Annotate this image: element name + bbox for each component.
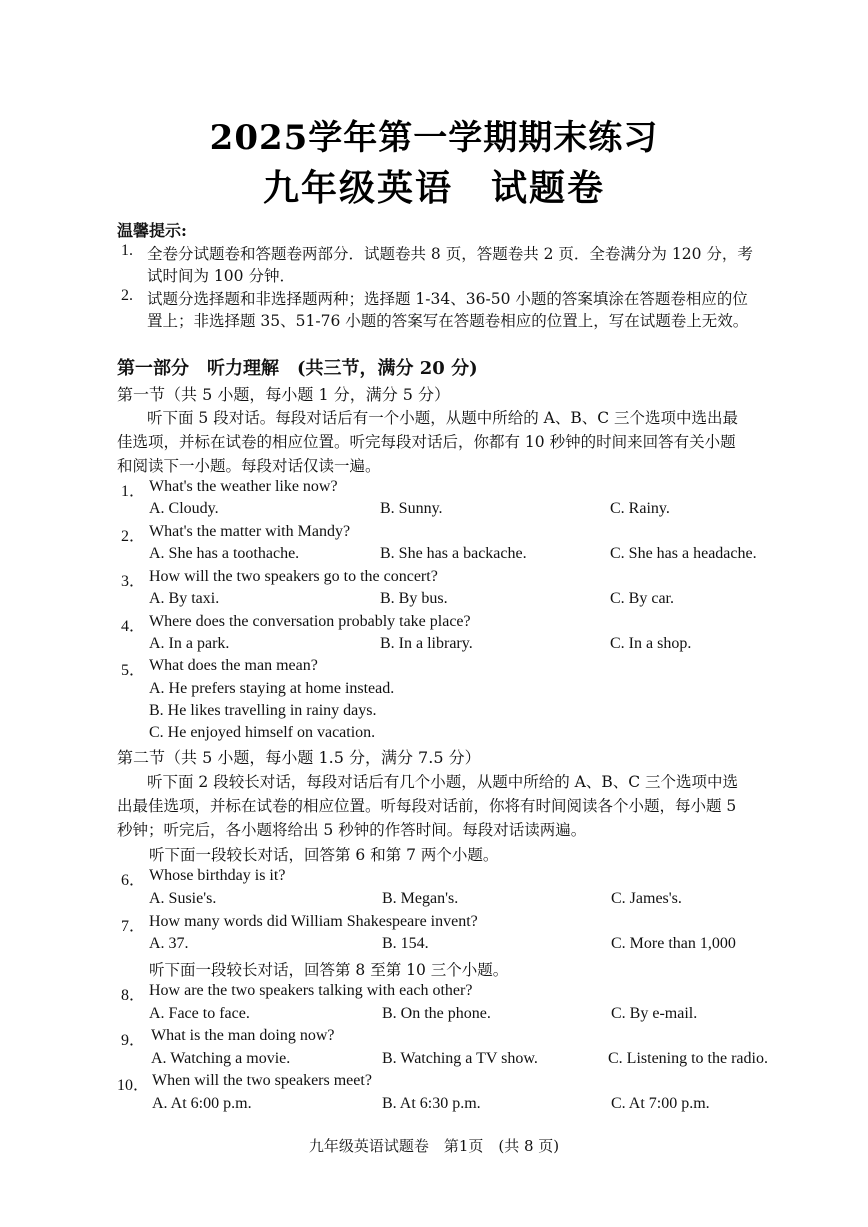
option-b: B. He likes travelling in rainy days. <box>149 702 377 719</box>
question-text: How will the two speakers go to the concert? <box>149 568 438 585</box>
option-a: A. By taxi. <box>149 590 220 607</box>
option-c: C. Listening to the radio. <box>608 1050 768 1067</box>
question-number: 7． <box>121 918 146 935</box>
question-text: Where does the conversation probably take place? <box>149 613 471 630</box>
option-a: A. She has a toothache. <box>149 545 300 562</box>
question-text: Whose birthday is it? <box>149 867 286 884</box>
option-b: B. On the phone. <box>382 1005 491 1022</box>
option-c: C. By car. <box>610 590 674 607</box>
part1-heading: 第一部分 听力理解 (共三节，满分 20 分) <box>117 358 478 379</box>
option-c: C. James's. <box>611 890 682 907</box>
option-b: B. Watching a TV show. <box>382 1050 538 1067</box>
section2-instruction-line-3: 秒钟；听完后，各小题将给出 5 秒钟的作答时间。每段对话读两遍。 <box>117 821 587 839</box>
tip-2-line-2: 置上；非选择题 35、51-76 小题的答案写在答题卷相应的位置上，写在试题卷上无效。 <box>147 312 749 330</box>
exam-subtitle: 九年级英语 试题卷 <box>262 167 605 209</box>
option-b: B. Megan's. <box>382 890 459 907</box>
option-a: A. Susie's. <box>149 890 217 907</box>
dialog-1-note: 听下面一段较长对话，回答第 6 和第 7 两个小题。 <box>149 846 499 864</box>
tip-1-line-2: 试时间为 100 分钟． <box>147 267 295 285</box>
question-number: 1． <box>121 483 146 500</box>
option-a: A. He prefers staying at home instead. <box>149 680 395 697</box>
section1-heading: 第一节（共 5 小题，每小题 1 分，满分 5 分） <box>117 385 451 404</box>
section2-heading: 第二节（共 5 小题，每小题 1.5 分，满分 7.5 分） <box>117 748 481 767</box>
question-number: 6． <box>121 872 146 889</box>
option-a: A. At 6:00 p.m. <box>152 1095 252 1112</box>
option-a: A. Face to face. <box>149 1005 250 1022</box>
question-text: What is the man doing now? <box>151 1027 335 1044</box>
section1-instruction-line-3: 和阅读下一小题。每段对话仅读一遍。 <box>117 457 381 475</box>
section1-instruction-line-2: 佳选项，并标在试卷的相应位置。听完每段对话后，你都有 10 秒钟的时间来回答有关小题 <box>117 433 736 451</box>
tip-1-number: 1. <box>121 242 133 259</box>
option-b: B. In a library. <box>380 635 473 652</box>
section2-instruction-line-2: 出最佳选项，并标在试卷的相应位置。听每段对话前，你将有时间阅读各个小题，每小题 5 <box>117 797 737 815</box>
dialog-2-note: 听下面一段较长对话，回答第 8 至第 10 三个小题。 <box>149 961 509 979</box>
option-b: B. At 6:30 p.m. <box>382 1095 481 1112</box>
option-b: B. She has a backache. <box>380 545 527 562</box>
option-a: A. 37. <box>149 935 189 952</box>
option-b: B. By bus. <box>380 590 448 607</box>
question-number: 4． <box>121 618 146 635</box>
tip-1-line-1: 全卷分试题卷和答题卷两部分．试题卷共 8 页，答题卷共 2 页．全卷满分为 120 分，考 <box>147 245 753 263</box>
question-number: 10． <box>117 1077 150 1094</box>
page-footer: 九年级英语试题卷 第1页 (共 8 页) <box>308 1137 560 1155</box>
option-b: B. Sunny. <box>380 500 443 517</box>
option-c: C. He enjoyed himself on vacation. <box>149 724 376 741</box>
option-a: A. Cloudy. <box>149 500 219 517</box>
option-c: C. She has a headache. <box>610 545 757 562</box>
question-number: 8． <box>121 987 146 1004</box>
question-text: What does the man mean? <box>149 657 318 674</box>
question-text: What's the matter with Mandy? <box>149 523 351 540</box>
question-number: 2． <box>121 528 146 545</box>
option-a: A. In a park. <box>149 635 230 652</box>
option-c: C. By e-mail. <box>611 1005 698 1022</box>
option-c: C. In a shop. <box>610 635 692 652</box>
option-a: A. Watching a movie. <box>151 1050 291 1067</box>
question-text: When will the two speakers meet? <box>152 1072 372 1089</box>
tip-2-line-1: 试题分选择题和非选择题两种；选择题 1-34、36-50 小题的答案填涂在答题卷相应的位 <box>147 290 748 308</box>
question-text: How are the two speakers talking with each other? <box>149 982 473 999</box>
tip-2-number: 2. <box>121 287 133 304</box>
question-number: 5． <box>121 662 146 679</box>
option-c: C. At 7:00 p.m. <box>611 1095 710 1112</box>
option-c: C. Rainy. <box>610 500 670 517</box>
tips-heading: 温馨提示: <box>117 221 187 240</box>
question-text: How many words did William Shakespeare invent? <box>149 913 478 930</box>
question-number: 3． <box>121 573 146 590</box>
exam-title: 2025学年第一学期期末练习 <box>209 118 659 158</box>
option-b: B. 154. <box>382 935 429 952</box>
option-c: C. More than 1,000 <box>611 935 736 952</box>
question-number: 9． <box>121 1032 146 1049</box>
question-text: What's the weather like now? <box>149 478 338 495</box>
section1-instruction-line-1: 听下面 5 段对话。每段对话后有一个小题，从题中所给的 A、B、C 三个选项中选出最 <box>147 409 739 427</box>
section2-instruction-line-1: 听下面 2 段较长对话，每段对话后有几个小题，从题中所给的 A、B、C 三个选项中选 <box>147 773 739 791</box>
